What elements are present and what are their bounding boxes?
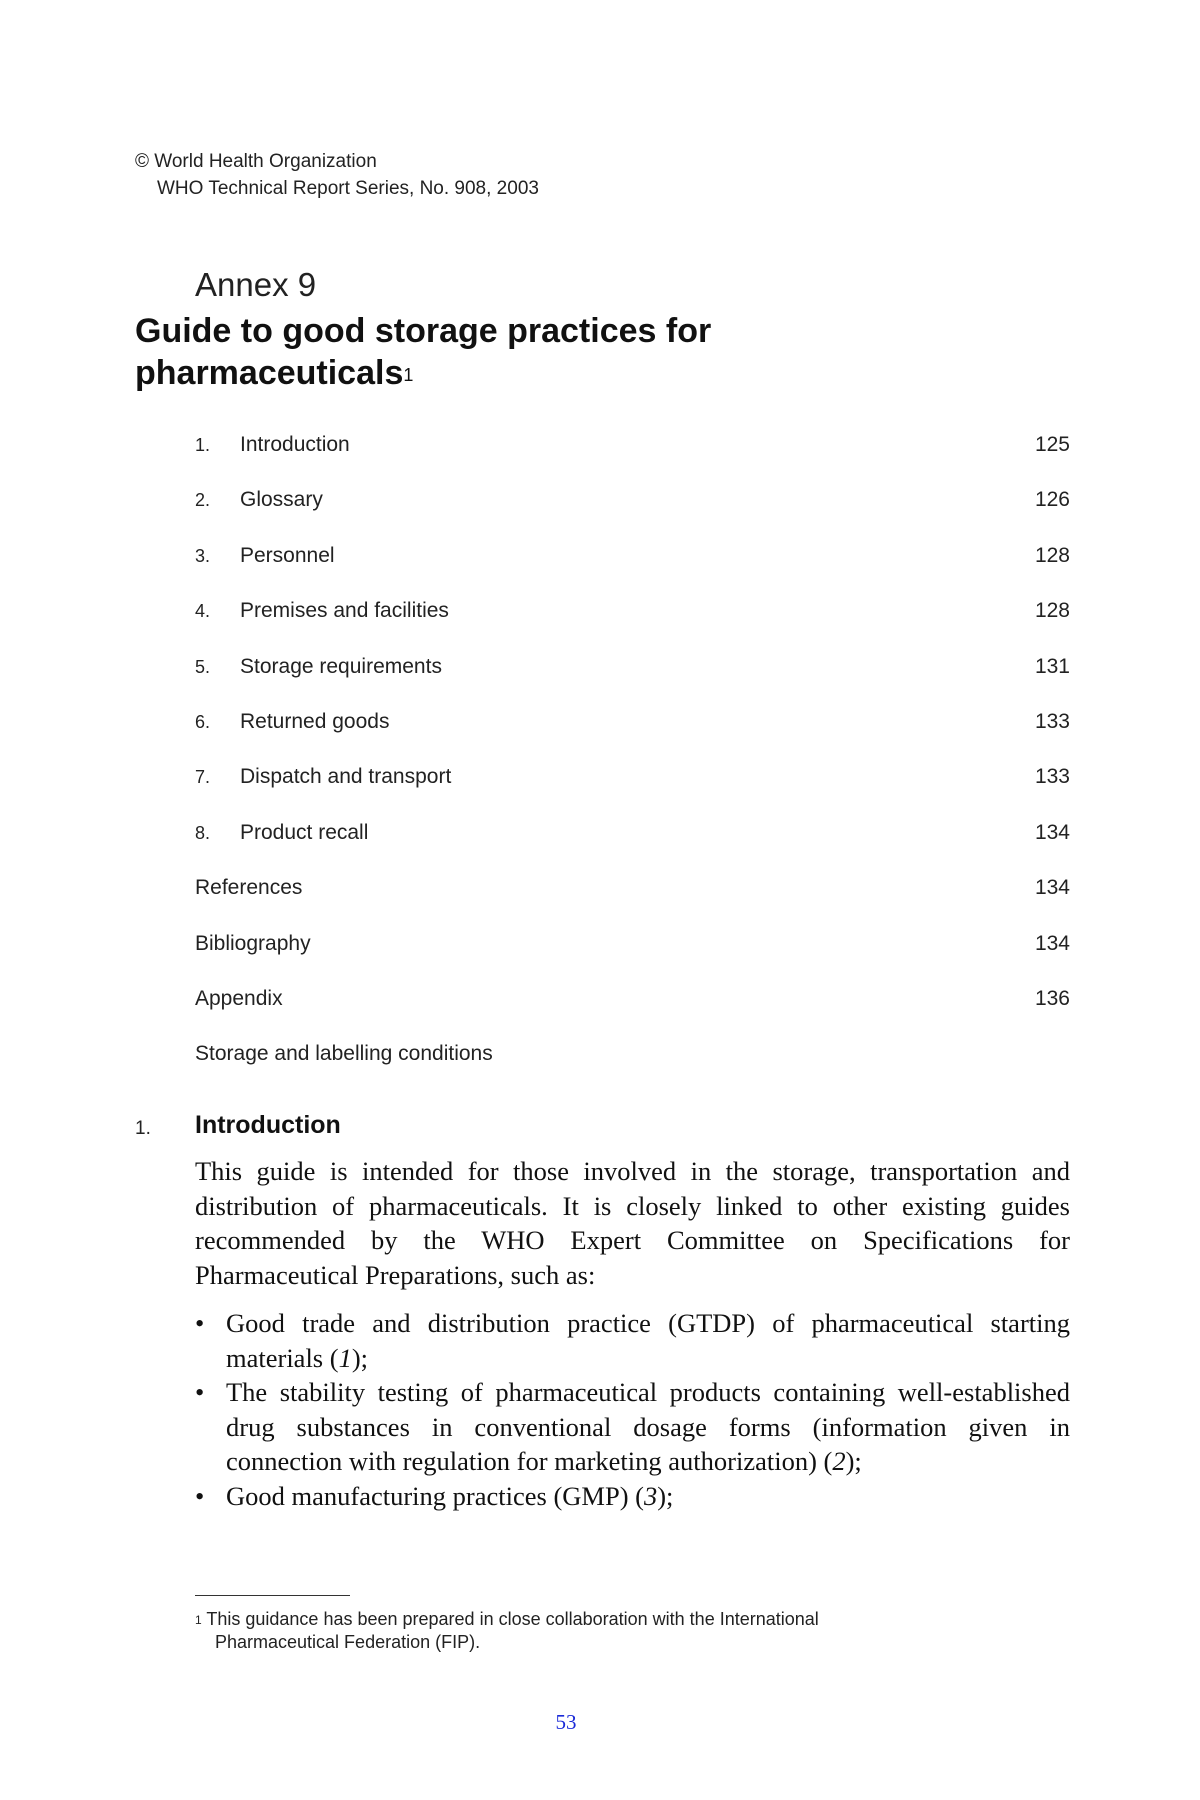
body-paragraph: This guide is intended for those involved in the storage, transportation and distribution of pharmaceuticals. It is closely linked to other existing guides recommended by the WHO Expert Committee on Specifications for Pharmaceutical Preparations, such as: <box>195 1156 1070 1290</box>
title-line-2-text: pharmaceuticals <box>135 354 404 392</box>
list-item-text-end: ); <box>351 1342 369 1373</box>
footnote-mark: 1 <box>195 1613 202 1627</box>
toc-item-appendix[interactable] <box>195 986 1070 1041</box>
toc-item-number: 8. <box>195 822 211 843</box>
toc-item-label: Storage requirements <box>240 654 442 678</box>
toc-item-label: Storage and labelling conditions <box>195 1042 493 1066</box>
list-item-text-end: ); <box>657 1480 674 1511</box>
toc-item-page: 128 <box>1034 543 1070 567</box>
bullet-icon: • <box>195 1308 205 1338</box>
bullet-list <box>195 1306 1070 1513</box>
toc-item-page: 125 <box>1034 433 1070 456</box>
page-title <box>135 310 1035 394</box>
toc-item-page: 133 <box>1034 709 1070 733</box>
citation-ref[interactable]: 2 <box>832 1446 846 1476</box>
toc-item-bibliography[interactable] <box>195 931 1070 986</box>
list-item <box>195 1479 1070 1514</box>
toc-item-page: 134 <box>1034 931 1070 955</box>
toc-item-number: 6. <box>195 711 211 732</box>
toc-item-product-recall[interactable] <box>195 820 1070 875</box>
footnote-divider <box>195 1595 350 1596</box>
citation-ref[interactable]: 3 <box>643 1480 658 1511</box>
section-number: 1. <box>135 1118 151 1139</box>
toc-item-returned-goods[interactable] <box>195 709 1070 764</box>
list-item-text: The stability testing of pharmaceutical products containing well-established drug substances in conventional dosage forms (information given in connection with regulation for marketing authorization) ( <box>226 1377 1070 1476</box>
page-header <box>135 148 539 202</box>
toc-item-references[interactable] <box>195 875 1070 930</box>
toc-item-page: 134 <box>1034 820 1070 844</box>
toc-item-label: Premises and facilities <box>240 599 449 623</box>
list-item-text: Good trade and distribution practice (GTDP) of pharmaceutical starting materials ( <box>226 1308 1070 1373</box>
toc-item-page: 133 <box>1034 765 1070 789</box>
toc-item-page: 136 <box>1034 986 1070 1010</box>
copyright-line: © World Health Organization <box>135 151 377 172</box>
toc-item-dispatch[interactable] <box>195 764 1070 819</box>
toc-item-label: Introduction <box>240 433 350 456</box>
toc-item-number: 5. <box>195 656 211 677</box>
toc-item-storage-requirements[interactable] <box>195 654 1070 709</box>
toc-item-page: 128 <box>1034 599 1070 623</box>
toc-item-label: Appendix <box>195 986 283 1010</box>
toc-item-premises[interactable] <box>195 598 1070 653</box>
footnote-line-2: Pharmaceutical Federation (FIP). <box>215 1632 481 1652</box>
table-of-contents <box>195 432 1070 1097</box>
toc-item-label: References <box>195 876 303 900</box>
toc-item-introduction[interactable] <box>195 432 1070 487</box>
footnote <box>195 1608 1015 1654</box>
toc-item-storage-labelling[interactable] <box>195 1041 1070 1096</box>
toc-item-number: 7. <box>195 767 211 788</box>
toc-item-label: Bibliography <box>195 931 311 955</box>
list-item-text: Good manufacturing practices (GMP) ( <box>226 1480 644 1511</box>
title-line-1: Guide to good storage practices for <box>135 312 712 350</box>
toc-item-number: 1. <box>195 435 211 455</box>
toc-item-label: Glossary <box>240 488 323 512</box>
toc-item-number: 4. <box>195 601 211 622</box>
toc-item-number: 3. <box>195 545 211 566</box>
toc-item-page: 131 <box>1034 654 1070 678</box>
section-heading: Introduction <box>195 1111 341 1139</box>
list-item <box>195 1375 1070 1479</box>
title-line-2 <box>135 352 1035 394</box>
toc-item-label: Product recall <box>240 820 369 844</box>
title-footnote-ref[interactable]: 1 <box>403 365 414 385</box>
series-line: WHO Technical Report Series, No. 908, 2003 <box>157 178 539 199</box>
list-item <box>195 1306 1070 1375</box>
bullet-icon: • <box>195 1480 205 1511</box>
list-item-text-end: ); <box>845 1446 862 1476</box>
annex-label: Annex 9 <box>195 266 317 303</box>
toc-item-label: Dispatch and transport <box>240 765 452 789</box>
toc-item-personnel[interactable] <box>195 543 1070 598</box>
bullet-icon: • <box>195 1377 205 1407</box>
toc-item-page: 126 <box>1034 488 1070 512</box>
toc-item-page: 134 <box>1034 876 1070 900</box>
footnote-text: This guidance has been prepared in close collaboration with the International <box>206 1609 819 1629</box>
toc-item-label: Returned goods <box>240 709 390 733</box>
toc-item-glossary[interactable] <box>195 487 1070 542</box>
footnote-line-1 <box>195 1608 1015 1631</box>
toc-item-number: 2. <box>195 490 211 511</box>
page-number[interactable]: 53 <box>555 1710 577 1734</box>
citation-ref[interactable]: 1 <box>338 1342 352 1373</box>
toc-item-label: Personnel <box>240 543 335 567</box>
